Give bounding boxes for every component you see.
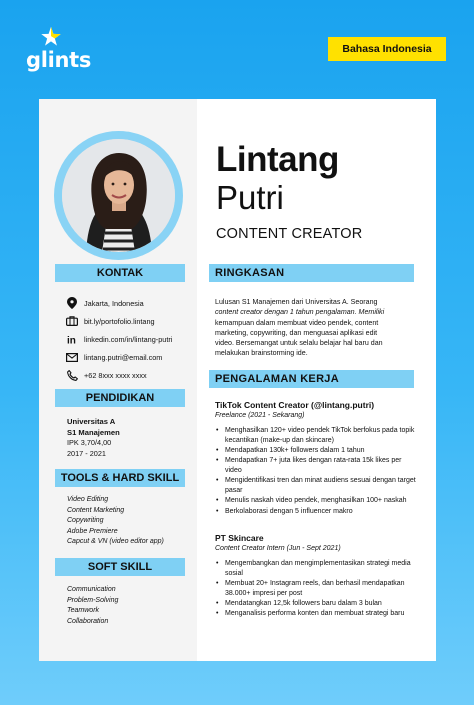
summary-line: video. Bersemangat untuk selalu belajar hal baru dan bbox=[215, 339, 383, 348]
job-title: PT Skincare bbox=[215, 533, 264, 543]
profile-photo-ring bbox=[54, 131, 183, 260]
summary-line: melakukan brainstorming ide. bbox=[215, 349, 308, 358]
contact-location bbox=[66, 297, 144, 309]
summary-line: marketing, copywriting, dan menguasai aplikasi edit bbox=[215, 328, 378, 337]
linkedin-icon bbox=[66, 333, 78, 345]
soft-skill-item: Teamwork bbox=[67, 607, 100, 615]
summary-heading: RINGKASAN bbox=[209, 264, 414, 282]
star-icon bbox=[40, 26, 62, 48]
last-name: Putri bbox=[216, 179, 284, 216]
tool-item: Content Marketing bbox=[67, 506, 125, 514]
portfolio-link[interactable]: bit.ly/portofolio.lintang bbox=[84, 316, 155, 326]
education-heading: PENDIDIKAN bbox=[55, 389, 185, 407]
job-bullet: • Mengidentifikasi tren dan minat audiens sesuai dengan target pasar bbox=[215, 476, 420, 495]
job-subtitle: Freelance (2021 - Sekarang) bbox=[215, 412, 305, 419]
summary-line: content creator dengan 1 tahun pengalaman. Memiliki bbox=[215, 308, 385, 317]
location-text: Jakarta, Indonesia bbox=[84, 298, 144, 308]
experience-heading: PENGALAMAN KERJA bbox=[209, 370, 414, 388]
job-bullet: • Mendatangkan 12,5k followers baru dalam 3 bulan bbox=[215, 599, 420, 609]
tools-list bbox=[67, 495, 164, 548]
profile-photo bbox=[62, 139, 175, 252]
job-role: CONTENT CREATOR bbox=[216, 226, 363, 242]
job-bullet: • Membuat 20+ Instagram reels, dan berhasil mendapatkan 38.000+ impresi per post bbox=[215, 579, 420, 598]
tool-item: Copywriting bbox=[67, 517, 104, 525]
email-text[interactable]: lintang.putri@email.com bbox=[84, 352, 163, 362]
job-subtitle: Content Creator Intern (Jun - Sept 2021) bbox=[215, 545, 341, 552]
contact-heading: KONTAK bbox=[55, 264, 185, 282]
contact-linkedin[interactable] bbox=[66, 333, 172, 345]
soft-skill-item: Communication bbox=[67, 586, 116, 593]
education-block bbox=[67, 417, 120, 459]
resume-card bbox=[39, 99, 436, 661]
contact-portfolio[interactable] bbox=[66, 315, 155, 327]
language-badge[interactable]: Bahasa Indonesia bbox=[328, 37, 446, 61]
contact-email[interactable] bbox=[66, 351, 162, 363]
phone-icon bbox=[66, 369, 78, 381]
summary-line: Lulusan S1 Manajemen dari Universitas A. Seorang bbox=[215, 298, 378, 306]
job-bullet: • Mendapatkan 130k+ followers dalam 1 tahun bbox=[215, 446, 420, 456]
education-gpa: IPK 3,70/4,00 bbox=[67, 438, 112, 447]
education-years: 2017 - 2021 bbox=[67, 448, 106, 458]
job-bullets bbox=[215, 426, 420, 517]
brand-name: glints bbox=[26, 48, 92, 72]
tool-item: Capcut & VN (video editor app) bbox=[67, 538, 164, 546]
job-bullet: • Menghasilkan 120+ video pendek TikTok berfokus pada topik kecantikan (make-up dan skincare) bbox=[215, 426, 420, 445]
soft-skill-list bbox=[67, 585, 118, 627]
tool-item: Video Editing bbox=[67, 496, 109, 503]
soft-skill-item: Problem-Solving bbox=[67, 596, 119, 604]
soft-skill-item: Collaboration bbox=[67, 617, 109, 625]
education-major: S1 Manajemen bbox=[67, 427, 120, 437]
tools-heading: TOOLS & HARD SKILL bbox=[55, 469, 185, 487]
education-school: Universitas A bbox=[67, 417, 116, 426]
location-pin-icon bbox=[66, 297, 78, 309]
summary-text bbox=[215, 297, 420, 359]
linkedin-link[interactable]: linkedin.com/in/lintang-putri bbox=[84, 334, 173, 344]
tool-item: Adobe Premiere bbox=[67, 527, 118, 535]
avatar bbox=[62, 139, 175, 252]
svg-text:in: in bbox=[66, 335, 76, 345]
first-name: Lintang bbox=[216, 140, 339, 179]
summary-line: kemampuan dalam membuat video pendek, content bbox=[215, 318, 379, 327]
phone-text[interactable]: +62 8xxx xxxx xxxx bbox=[84, 370, 147, 380]
briefcase-icon bbox=[66, 315, 78, 327]
job-bullets bbox=[215, 559, 420, 620]
job-bullet: • Menulis naskah video pendek, menghasilkan 100+ naskah bbox=[215, 496, 420, 506]
contact-phone[interactable] bbox=[66, 369, 147, 381]
soft-skill-heading: SOFT SKILL bbox=[55, 558, 185, 576]
job-bullet: • Mengembangkan dan mengimplementasikan strategi media sosial bbox=[215, 559, 420, 578]
job-bullet: • Berkolaborasi dengan 5 influencer makro bbox=[215, 507, 420, 517]
job-bullet: • Menganalisis performa konten dan membuat strategi baru bbox=[215, 609, 420, 619]
job-bullet: • Mendapatkan 7+ juta likes dengan rata-rata 15k likes per video bbox=[215, 456, 420, 475]
job-title: TikTok Content Creator (@lintang.putri) bbox=[215, 400, 375, 410]
email-icon bbox=[66, 351, 78, 363]
